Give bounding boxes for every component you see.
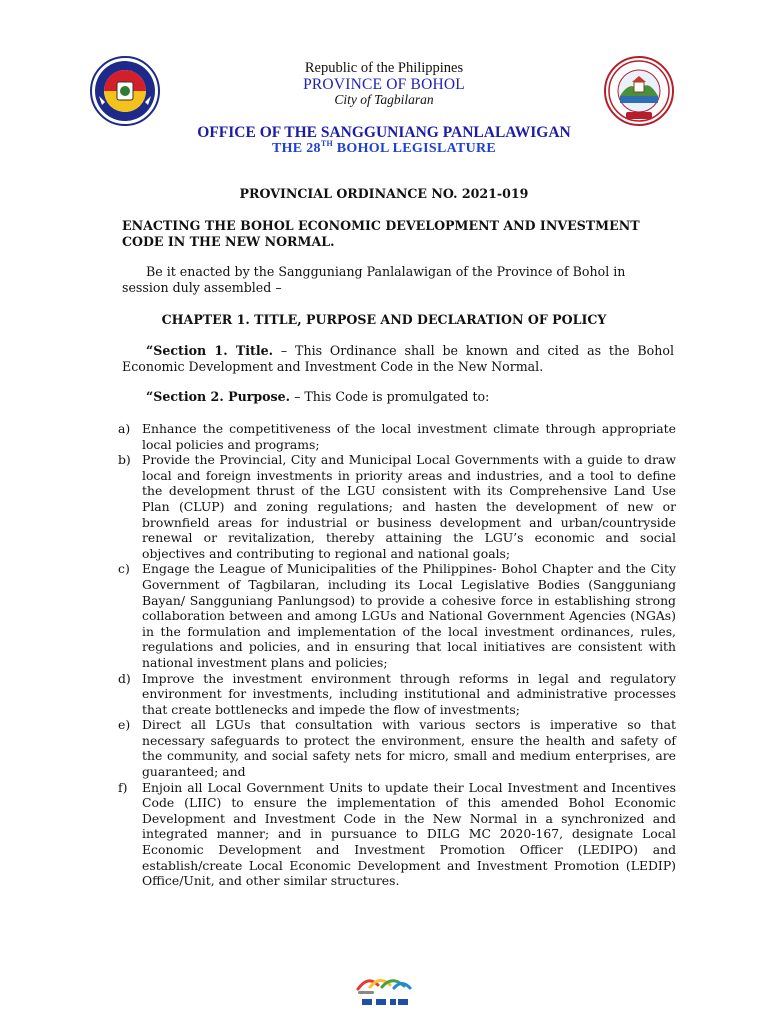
list-item-label: e) [118,717,131,733]
bohol-brand-logo [352,975,416,1009]
city-name: City of Tagbilaran [334,92,434,107]
list-item-label: d) [118,670,131,686]
section-1-heading: “Section 1. Title. [146,343,273,358]
purpose-list [118,421,676,889]
list-item [118,717,676,779]
list-item [118,671,676,718]
list-item-label: b) [118,452,131,468]
ordinance-number: PROVINCIAL ORDINANCE NO. 2021-019 [239,186,529,201]
list-item-text: Enjoin all Local Government Units to update their Local Investment and Incentives Code (LIIC) to ensure the implementation of this amended Bohol Economic Development and Investment Code in the New Normal in a synchronized and integrated manner; and in pursuance to DILG MC 2020-167, designate Local Economic Development and Investment Promotion Officer (LEDIPO) and establish/create Local Economic Development and Investment Promotion (LEDIP) Office/Unit, and other similar structures. [142,779,676,889]
section-1-text: – This Ordinance shall be known and cited as the Bohol Economic Development and Investment Code in the New Normal. [122,343,674,374]
chapter-title: CHAPTER 1. TITLE, PURPOSE AND DECLARATION OF POLICY [161,312,607,327]
list-item [118,452,676,561]
list-item-label: a) [118,421,131,436]
province-name: PROVINCE OF BOHOL [303,76,465,93]
enacting-clause: Be it enacted by the Sangguniang Panlalawigan of the Province of Bohol in session duly assembled – [122,264,626,295]
list-item-text: Improve the investment environment through reforms in legal and regulatory environment for investments, including institutional and administrative processes that create bottlenecks and impede the flow of investments; [142,670,676,717]
list-item-text: Enhance the competitiveness of the local investment climate through appropriate local policies and programs; [142,421,676,452]
list-item-label: c) [118,561,130,577]
list-item [118,421,676,452]
section-2-heading: “Section 2. Purpose. [146,389,291,404]
legislature-suffix: BOHOL LEGISLATURE [332,141,497,156]
legislature-title [0,141,768,157]
list-item-text: Direct all LGUs that consultation with various sectors is imperative so that necessary safeguards to protect the environment, ensure the health and safety of the community, and social safety nets for micro, small and medium enterprises, are guaranteed; and [142,717,676,780]
section-2-text: – This Code is promulgated to: [290,389,490,404]
legislature-ordinal-suffix: TH [320,139,333,148]
list-item-label: f) [118,779,128,795]
list-item [118,561,676,670]
list-item-text: Provide the Provincial, City and Municipal Local Governments with a guide to draw local and foreign investments in priority areas and industries, and a tool to define the development thrust of the LGU consistent with its Comprehensive Land Use Plan (CLUP) and zoning regulations; and hasten the development of new or brownfield areas for industrial or business development and urban/countryside renewal or revitalization, thereby attaining the LGU’s economic and social objectives and contributing to regional and national goals; [142,452,676,561]
section-1 [122,343,674,374]
list-item-text: Engage the League of Municipalities of the Philippines- Bohol Chapter and the City Government of Tagbilaran, including its Local Legislative Bodies (Sangguniang Bayan/ Sangguniang Panlungsod) to provide a cohesive force in establishing strong collaboration between and among LGUs and National Government Agencies (NGAs) in the formulation and implementation of the local investment ordinances, rules, regulations and policies, and in ensuring that local initiatives are consistent with national investment plans and policies; [142,561,676,670]
section-2 [122,389,674,405]
enacting-title: ENACTING THE BOHOL ECONOMIC DEVELOPMENT AND INVESTMENT CODE IN THE NEW NORMAL. [122,218,640,249]
legislature-prefix: THE 28 [271,141,321,156]
list-item [118,780,676,889]
republic-line: Republic of the Philippines [304,60,464,76]
office-title: OFFICE OF THE SANGGUNIANG PANLALAWIGAN [197,124,571,141]
